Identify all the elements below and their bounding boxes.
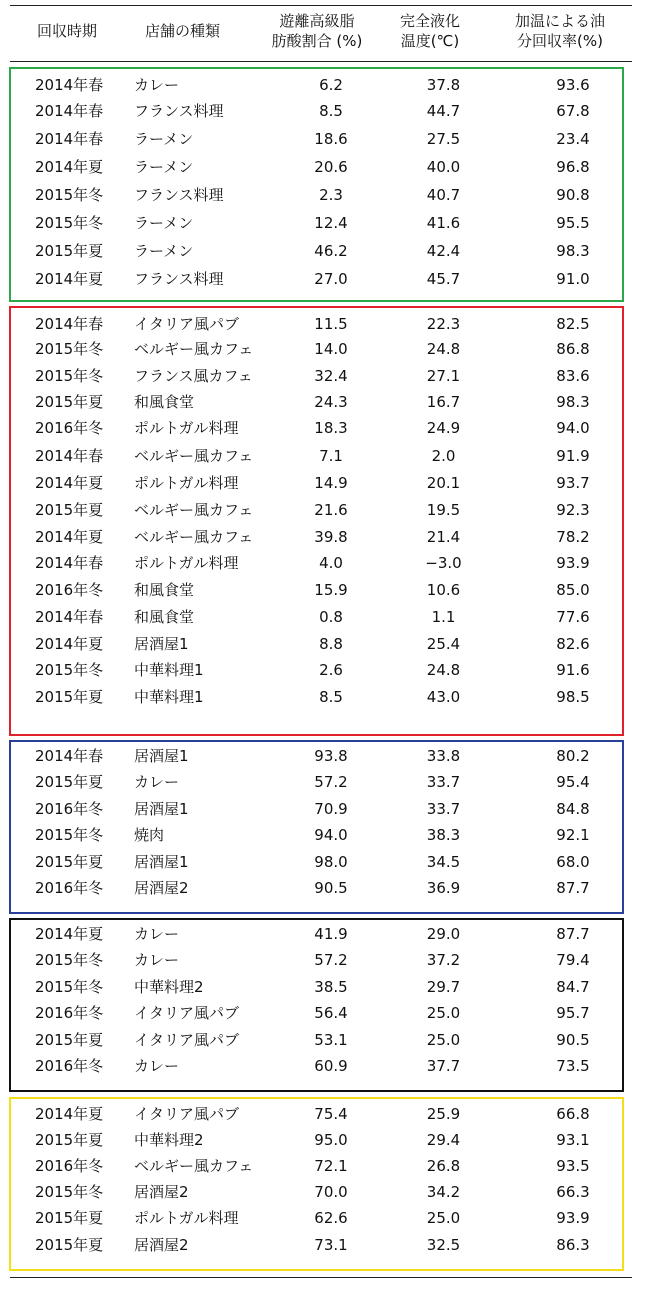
cell-ffa: 7.1 [319,447,343,465]
cell-ffa: 72.1 [314,1157,348,1175]
cell-ffa: 14.0 [314,340,348,358]
cell-store: 和風食堂 [134,581,195,599]
cell-ffa: 38.5 [314,978,348,996]
cell-ffa: 93.8 [314,747,348,765]
table-bottom-rule [10,1277,632,1278]
cell-ffa: 70.0 [314,1183,348,1201]
cell-recovery: 98.5 [556,688,590,706]
cell-recovery: 91.6 [556,661,590,679]
cell-store: カレー [134,773,180,791]
cell-liquid: 37.2 [426,951,461,969]
cell-period: 2014年夏 [35,474,104,492]
cell-period: 2014年春 [35,76,104,94]
cell-liquid: 25.0 [426,1209,461,1227]
cell-period: 2015年冬 [35,340,104,358]
cell-store: ベルギー風カフェ [134,447,254,465]
cell-period: 2015年冬 [35,951,104,969]
cell-ffa: 57.2 [314,951,348,969]
cell-liquid: 36.9 [426,879,461,897]
cell-liquid: 29.4 [426,1131,461,1149]
cell-liquid: 43.0 [426,688,461,706]
cell-recovery: 87.7 [556,879,590,897]
cell-store: 居酒屋2 [134,1183,189,1201]
cell-ffa: 32.4 [314,367,348,385]
cell-ffa: 57.2 [314,773,348,791]
cell-ffa: 21.6 [314,501,348,519]
cell-recovery: 73.5 [556,1057,590,1075]
cell-liquid: 27.1 [426,367,461,385]
cell-ffa: 2.3 [319,186,343,204]
cell-liquid: 42.4 [426,242,461,260]
cell-period: 2015年夏 [35,242,104,260]
cell-ffa: 90.5 [314,879,348,897]
cell-period: 2014年春 [35,315,104,333]
cell-store: ポルトガル料理 [134,474,239,492]
cell-period: 2014年春 [35,554,104,572]
cell-ffa: 14.9 [314,474,348,492]
cell-liquid: 45.7 [426,270,461,288]
cell-store: フランス風カフェ [134,367,253,385]
cell-liquid: 25.4 [426,635,461,653]
cell-store: カレー [134,76,180,94]
cell-recovery: 84.7 [556,978,590,996]
cell-period: 2015年夏 [35,501,104,519]
cell-liquid: 37.7 [426,1057,461,1075]
cell-liquid: 21.4 [426,528,461,546]
cell-ffa: 94.0 [314,826,348,844]
cell-recovery: 93.1 [556,1131,590,1149]
cell-liquid: 40.7 [426,186,461,204]
cell-period: 2015年冬 [35,661,104,679]
cell-period: 2014年春 [35,130,104,148]
header-recovery-rate: 加温による油 分回収率(%) [514,12,605,50]
header-rule [10,61,632,62]
cell-recovery: 77.6 [556,608,590,626]
cell-liquid: 22.3 [426,315,461,333]
group-box-2 [9,306,624,736]
cell-period: 2016年冬 [35,581,104,599]
cell-recovery: 92.1 [556,826,590,844]
cell-liquid: 10.6 [426,581,461,599]
cell-store: ラーメン [134,214,194,232]
cell-period: 2015年夏 [35,1131,104,1149]
cell-recovery: 86.3 [556,1236,590,1254]
cell-recovery: 87.7 [556,925,590,943]
cell-recovery: 23.4 [556,130,590,148]
cell-period: 2014年春 [35,102,104,120]
cell-ffa: 46.2 [314,242,348,260]
cell-store: ベルギー風カフェ [134,1157,254,1175]
cell-recovery: 95.4 [556,773,590,791]
cell-period: 2015年冬 [35,214,104,232]
cell-period: 2015年夏 [35,1031,104,1049]
cell-ffa: 18.6 [314,130,348,148]
cell-ffa: 24.3 [314,393,348,411]
cell-recovery: 90.5 [556,1031,590,1049]
cell-store: ポルトガル料理 [134,554,239,572]
cell-recovery: 93.5 [556,1157,590,1175]
header-store-type: 店舗の種類 [144,22,220,40]
cell-liquid: 44.7 [426,102,461,120]
cell-recovery: 98.3 [556,393,590,411]
cell-ffa: 6.2 [319,76,343,94]
cell-period: 2016年冬 [35,1157,104,1175]
cell-period: 2014年夏 [35,1105,104,1123]
cell-liquid: 20.1 [426,474,461,492]
cell-recovery: 91.9 [556,447,590,465]
cell-recovery: 80.2 [556,747,590,765]
cell-recovery: 93.7 [556,474,590,492]
cell-period: 2014年夏 [35,528,104,546]
cell-liquid: 2.0 [431,447,456,465]
cell-liquid: 40.0 [426,158,461,176]
cell-period: 2016年冬 [35,879,104,897]
cell-store: 中華料理2 [134,978,204,996]
cell-recovery: 82.6 [556,635,590,653]
cell-store: 居酒屋1 [134,800,189,818]
cell-recovery: 67.8 [556,102,590,120]
cell-store: ラーメン [134,242,194,260]
cell-recovery: 93.9 [556,1209,590,1227]
cell-ffa: 60.9 [314,1057,348,1075]
cell-ffa: 2.6 [319,661,343,679]
cell-ffa: 4.0 [319,554,343,572]
cell-ffa: 53.1 [314,1031,348,1049]
cell-period: 2014年夏 [35,158,104,176]
cell-recovery: 85.0 [556,581,590,599]
cell-period: 2016年冬 [35,419,104,437]
cell-recovery: 95.5 [556,214,590,232]
cell-ffa: 39.8 [314,528,348,546]
cell-period: 2015年夏 [35,773,104,791]
cell-store: カレー [134,925,180,943]
cell-liquid: 33.8 [426,747,461,765]
cell-period: 2016年冬 [35,1057,104,1075]
cell-period: 2015年夏 [35,688,104,706]
cell-store: ベルギー風カフェ [134,528,254,546]
cell-store: イタリア風パブ [134,1031,240,1049]
cell-liquid: 24.9 [426,419,461,437]
header-liquefaction-temp: 完全液化 温度(℃) [399,12,460,50]
cell-store: カレー [134,1057,180,1075]
cell-recovery: 90.8 [556,186,590,204]
cell-recovery: 95.7 [556,1004,590,1022]
cell-ffa: 75.4 [314,1105,348,1123]
cell-ffa: 12.4 [314,214,348,232]
cell-recovery: 94.0 [556,419,590,437]
cell-liquid: 37.8 [426,76,461,94]
cell-recovery: 68.0 [556,853,590,871]
cell-ffa: 18.3 [314,419,348,437]
cell-liquid: 32.5 [426,1236,461,1254]
cell-liquid: 29.7 [426,978,461,996]
cell-liquid: 34.5 [426,853,461,871]
group-box-3 [9,740,624,914]
cell-recovery: 82.5 [556,315,590,333]
cell-period: 2014年春 [35,447,104,465]
cell-store: 和風食堂 [134,608,195,626]
cell-liquid: 33.7 [426,773,461,791]
cell-ffa: 27.0 [314,270,348,288]
cell-store: ベルギー風カフェ [134,340,254,358]
cell-store: カレー [134,951,180,969]
cell-store: ベルギー風カフェ [134,501,254,519]
cell-period: 2015年夏 [35,853,104,871]
cell-liquid: 38.3 [426,826,461,844]
cell-ffa: 8.5 [319,688,343,706]
cell-ffa: 62.6 [314,1209,348,1227]
cell-store: 居酒屋2 [134,879,189,897]
cell-liquid: 25.0 [426,1031,461,1049]
cell-store: ポルトガル料理 [134,419,239,437]
cell-period: 2014年春 [35,608,104,626]
cell-liquid: −3.0 [425,554,462,572]
cell-store: 和風食堂 [134,393,195,411]
cell-store: フランス料理 [134,186,224,204]
cell-recovery: 84.8 [556,800,590,818]
cell-ffa: 41.9 [314,925,348,943]
cell-ffa: 56.4 [314,1004,348,1022]
cell-recovery: 96.8 [556,158,590,176]
cell-store: イタリア風パブ [134,315,240,333]
cell-liquid: 41.6 [426,214,461,232]
cell-period: 2014年春 [35,747,104,765]
cell-recovery: 66.8 [556,1105,590,1123]
cell-recovery: 93.6 [556,76,590,94]
group-box-5 [9,1097,624,1271]
cell-store: 中華料理2 [134,1131,204,1149]
cell-store: イタリア風パブ [134,1105,240,1123]
cell-ffa: 98.0 [314,853,348,871]
cell-recovery: 98.3 [556,242,590,260]
cell-period: 2015年冬 [35,1183,104,1201]
cell-liquid: 25.0 [426,1004,461,1022]
cell-store: フランス料理 [134,270,224,288]
cell-store: 居酒屋1 [134,635,189,653]
cell-period: 2015年夏 [35,1236,104,1254]
cell-store: ラーメン [134,158,194,176]
cell-store: ポルトガル料理 [134,1209,239,1227]
cell-store: 中華料理1 [134,661,204,679]
cell-recovery: 93.9 [556,554,590,572]
cell-liquid: 1.1 [431,608,456,626]
cell-period: 2015年冬 [35,978,104,996]
cell-recovery: 79.4 [556,951,590,969]
cell-liquid: 26.8 [426,1157,461,1175]
cell-liquid: 24.8 [426,340,461,358]
cell-store: 居酒屋2 [134,1236,189,1254]
cell-ffa: 8.5 [319,102,343,120]
cell-recovery: 83.6 [556,367,590,385]
cell-store: フランス料理 [134,102,224,120]
cell-liquid: 27.5 [426,130,461,148]
cell-period: 2016年冬 [35,1004,104,1022]
cell-ffa: 95.0 [314,1131,348,1149]
cell-ffa: 70.9 [314,800,348,818]
cell-store: 中華料理1 [134,688,204,706]
cell-recovery: 91.0 [556,270,590,288]
header-period: 回収時期 [36,22,97,40]
cell-ffa: 20.6 [314,158,348,176]
group-box-4 [9,918,624,1092]
cell-period: 2014年夏 [35,270,104,288]
cell-period: 2014年夏 [35,925,104,943]
cell-recovery: 66.3 [556,1183,590,1201]
cell-store: イタリア風パブ [134,1004,240,1022]
cell-recovery: 86.8 [556,340,590,358]
cell-recovery: 78.2 [556,528,590,546]
cell-ffa: 11.5 [314,315,348,333]
cell-period: 2015年夏 [35,1209,104,1227]
cell-period: 2014年夏 [35,635,104,653]
cell-liquid: 29.0 [426,925,461,943]
cell-liquid: 33.7 [426,800,461,818]
header-free-fatty-acid: 遊離高級脂 肪酸割合 (%) [271,12,363,50]
cell-ffa: 73.1 [314,1236,348,1254]
cell-liquid: 16.7 [426,393,461,411]
cell-liquid: 19.5 [426,501,461,519]
cell-period: 2016年冬 [35,800,104,818]
cell-store: 居酒屋1 [134,853,189,871]
cell-liquid: 34.2 [426,1183,461,1201]
cell-period: 2015年冬 [35,186,104,204]
cell-ffa: 0.8 [319,608,343,626]
group-box-1 [9,67,624,302]
cell-period: 2015年冬 [35,826,104,844]
cell-liquid: 24.8 [426,661,461,679]
cell-period: 2015年夏 [35,393,104,411]
cell-store: ラーメン [134,130,194,148]
cell-ffa: 15.9 [314,581,348,599]
cell-ffa: 8.8 [319,635,343,653]
cell-recovery: 92.3 [556,501,590,519]
cell-period: 2015年冬 [35,367,104,385]
cell-liquid: 25.9 [426,1105,461,1123]
cell-store: 焼肉 [134,826,165,844]
cell-store: 居酒屋1 [134,747,189,765]
